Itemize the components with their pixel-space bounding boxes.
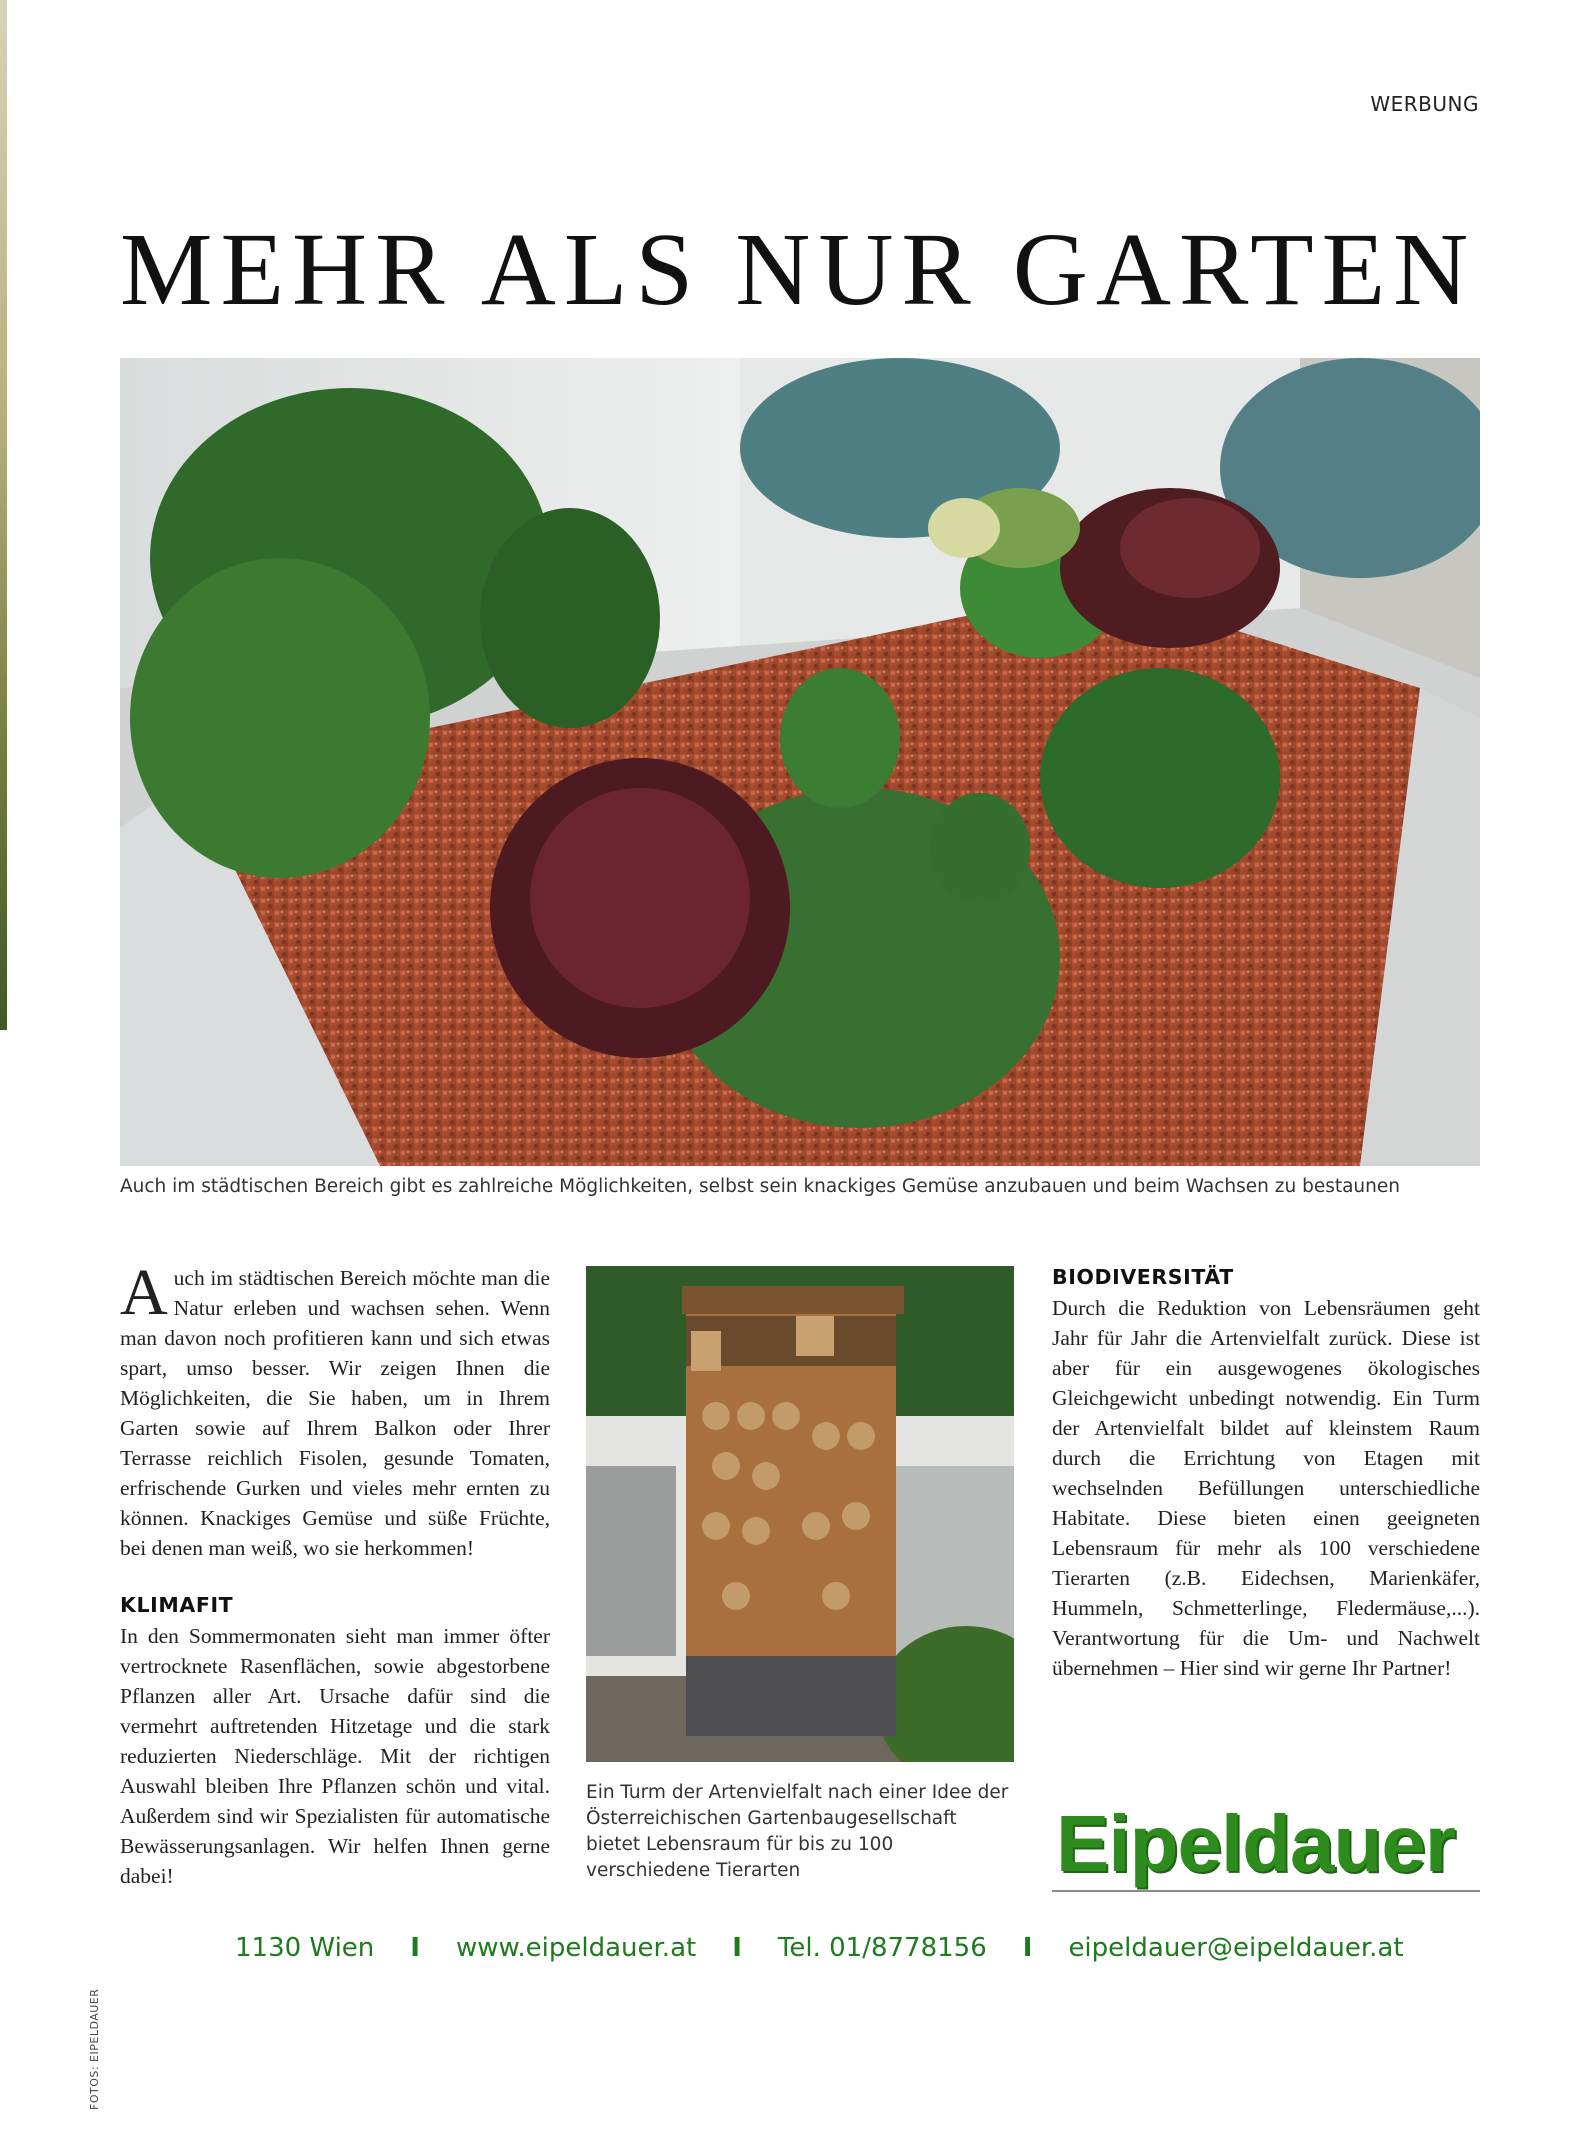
insect-tower-photo bbox=[586, 1266, 1014, 1762]
footer-phone[interactable]: Tel. 01/8778156 bbox=[777, 1933, 987, 1963]
left-edge-photo-strip bbox=[0, 0, 7, 1030]
left-column bbox=[120, 1256, 550, 1891]
biodiversitaet-text: Durch die Reduktion von Lebensräumen geht Jahr für Jahr die Artenvielfalt zurück. Diese ist aber für ein ausgewogenes ökologisches Gleichgewicht unbedingt notwendig. Ein Turm der Artenvielfalt bildet auf kleinstem Raum durch die Errichtung von Etagen mit wechselnden Befüllungen unterschiedliche Habitate. Diese bieten einen geeigneten Lebensraum für mehr als 100 verschiedene Tierarten (z.B. Eidechsen, Marienkäfer, Hummeln, Schmetterlinge, Fledermäuse,...). Verantwortung für die Um- und Nachwelt übernehmen – Hier sind wir gerne Ihr Partner! bbox=[1052, 1296, 1480, 1680]
raised-bed-photo bbox=[120, 358, 1480, 1166]
advertisement-label: WERBUNG bbox=[1370, 92, 1479, 116]
footer-separator: I bbox=[732, 1933, 742, 1963]
footer-address: 1130 Wien bbox=[235, 1933, 375, 1963]
page-title: MEHR ALS NUR GARTEN bbox=[120, 212, 1477, 327]
footer-website-link[interactable]: www.eipeldauer.at bbox=[455, 1933, 697, 1963]
biodiversitaet-heading: BIODIVERSITÄT bbox=[1052, 1265, 1234, 1289]
footer-email-link[interactable]: eipeldauer@eipeldauer.at bbox=[1068, 1933, 1404, 1963]
logo-divider bbox=[1052, 1890, 1480, 1892]
footer-separator: I bbox=[1022, 1933, 1033, 1963]
contact-footer bbox=[235, 1933, 1475, 1963]
raised-bed-illustration bbox=[120, 358, 1480, 1166]
eipeldauer-logo bbox=[1056, 1798, 1476, 1890]
footer-separator: I bbox=[410, 1933, 420, 1963]
main-photo-caption: Auch im städtischen Bereich gibt es zahlreiche Möglichkeiten, selbst sein knackiges Gemüse anzubauen und beim Wachsen zu bestaunen bbox=[120, 1176, 1400, 1197]
klimafit-heading: KLIMAFIT bbox=[120, 1593, 234, 1617]
intro-paragraph bbox=[120, 1256, 550, 1563]
right-column bbox=[1052, 1263, 1480, 1683]
klimafit-text: In den Sommermonaten sieht man immer öfter vertrocknete Rasenflächen, sowie abgestorbene Pflanzen aller Art. Ursache dafür sind die vermehrt auftretenden Hitzetage und die stark reduzierten Niederschläge. Mit der richtigen Auswahl bleiben Ihre Pflanzen schön und vital. Außerdem sind wir Spezialisten für automatische Bewässerungsanlagen. Wir helfen Ihnen gerne dabei! bbox=[120, 1624, 550, 1888]
insect-tower-illustration bbox=[586, 1266, 1014, 1762]
tower-photo-caption: Ein Turm der Artenvielfalt nach einer Idee der Österreichischen Gartenbaugesellschaft bietet Lebensraum für bis zu 100 verschiedene Tierarten bbox=[586, 1782, 1009, 1881]
dropcap: A bbox=[120, 1256, 168, 1329]
photo-credit: FOTOS: EIPELDAUER bbox=[88, 1988, 101, 2110]
intro-text: uch im städtischen Bereich möchte man die Natur erleben und wachsen sehen. Wenn man davon noch profitieren kann und sich etwas spart, umso besser. Wir zeigen Ihnen die Möglichkeiten, die Sie haben, um in Ihrem Garten sowie auf Ihrem Balkon oder Ihrer Terrasse reichlich Fisolen, gesunde Tomaten, erfrischende Gurken und vieles mehr ernten zu können. Knackiges Gemüse und süße Früchte, bei denen man weiß, wo sie herkommen! bbox=[120, 1266, 550, 1560]
logo-wordmark: Eipeldauer bbox=[1056, 1799, 1456, 1888]
